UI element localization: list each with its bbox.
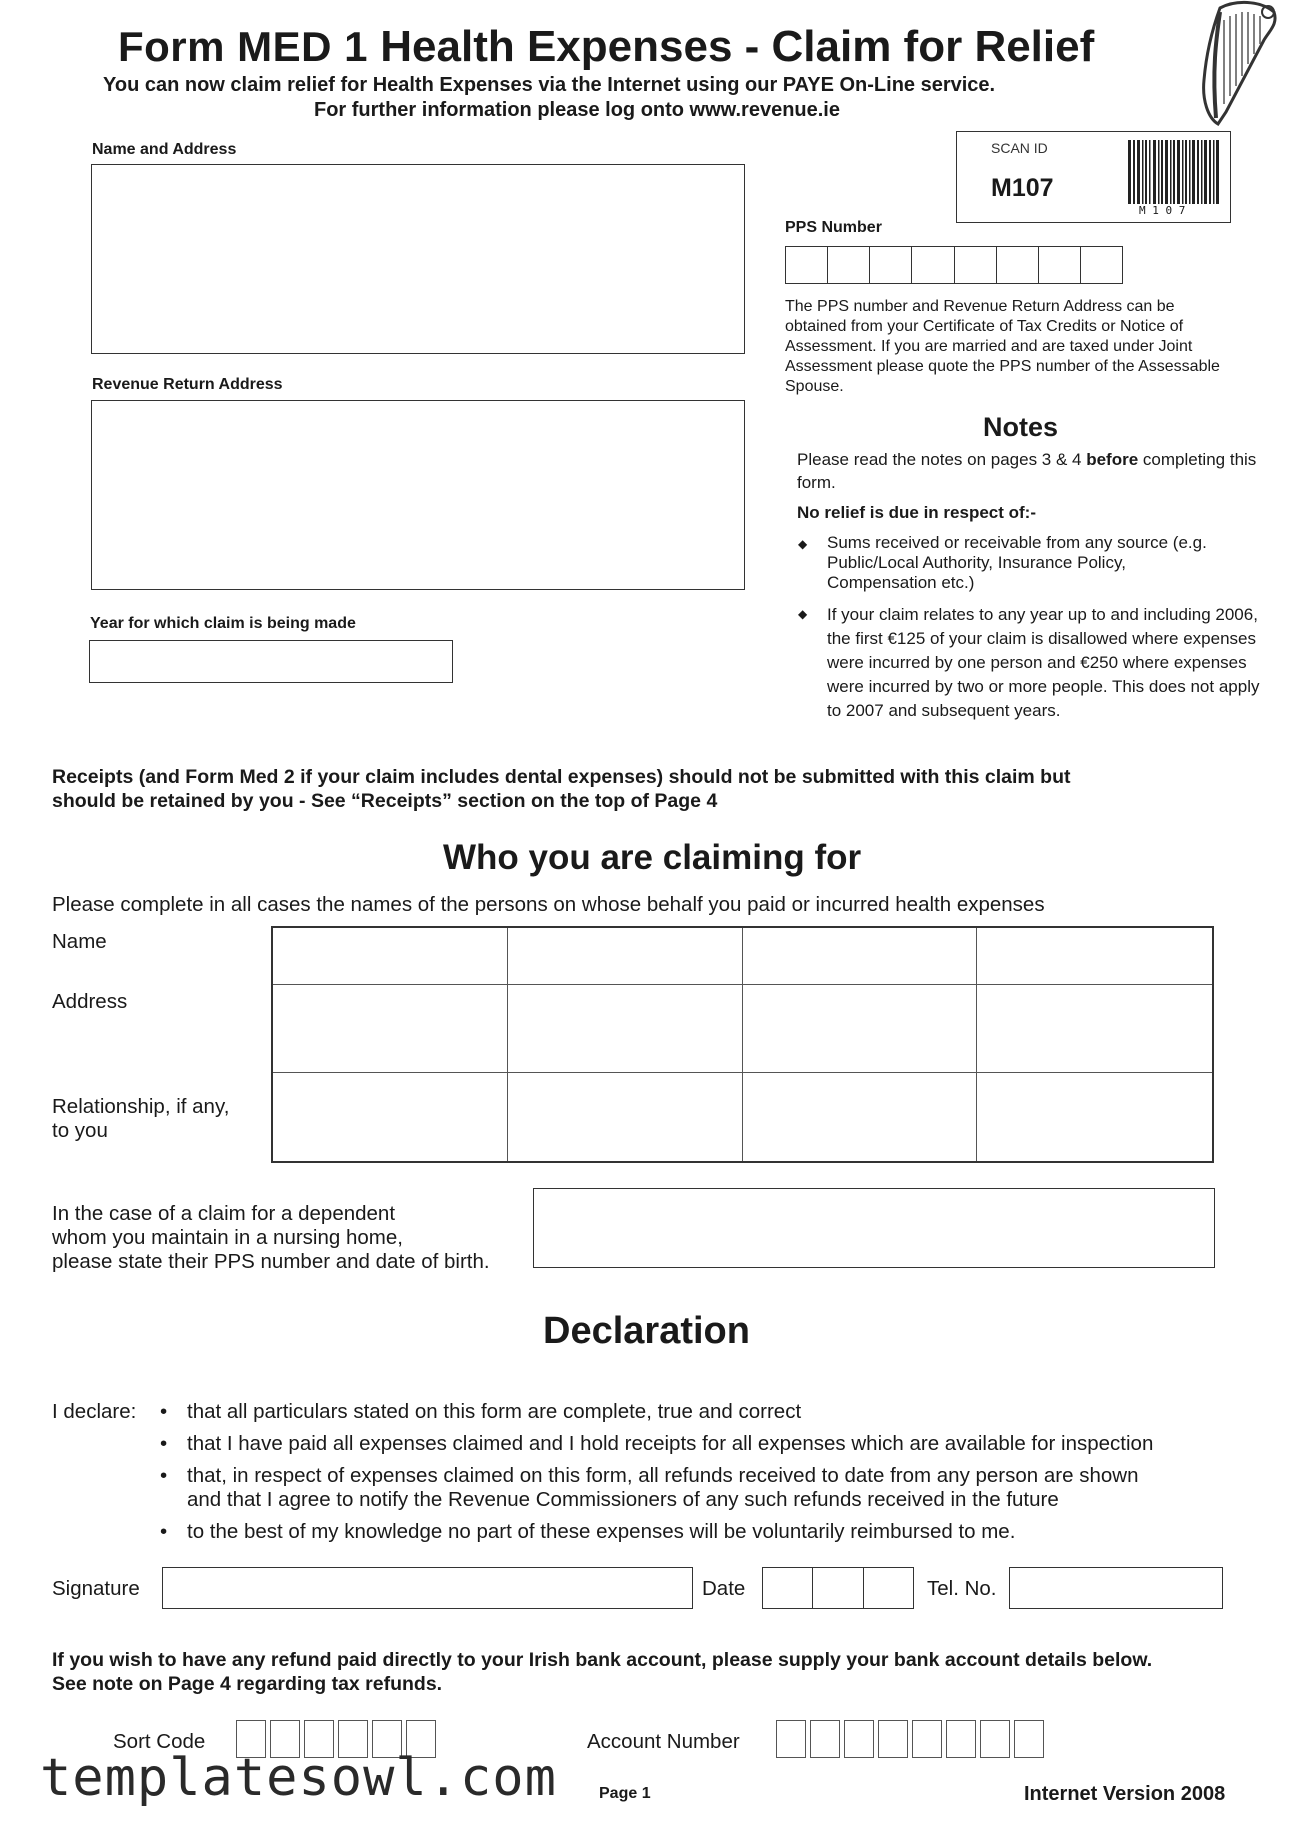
pps-number-field[interactable] (785, 246, 1123, 284)
no-relief-heading: No relief is due in respect of:- (797, 503, 1036, 522)
revenue-return-address-field[interactable] (91, 400, 745, 590)
claimant-relationship-cell[interactable] (508, 1073, 743, 1161)
barcode-icon (1128, 140, 1224, 204)
online-notice: You can now claim relief for Health Expenses via the Internet using our PAYE On-Line service. (103, 74, 996, 96)
account-number-field[interactable] (776, 1720, 1044, 1758)
bank-note-2: See note on Page 4 regarding tax refunds. (52, 1673, 443, 1695)
who-heading: Who you are claiming for (443, 838, 862, 877)
nursing-home-label-3: please state their PPS number and date of birth. (52, 1250, 490, 1273)
scan-code: M107 (991, 174, 1054, 202)
nursing-home-label-2: whom you maintain in a nursing home, (52, 1226, 403, 1249)
bullet-dot-icon: • (160, 1520, 168, 1543)
year-label: Year for which claim is being made (90, 615, 356, 632)
page-number: Page 1 (599, 1785, 651, 1802)
who-instruction: Please complete in all cases the names of the persons on whose behalf you paid or incurred health expenses (52, 893, 1045, 916)
tel-label: Tel. No. (927, 1577, 997, 1600)
claimant-name-cell[interactable] (273, 928, 508, 985)
notes-intro-a: Please read the notes on pages 3 & 4 (797, 450, 1087, 469)
signature-field[interactable] (162, 1567, 693, 1609)
declaration-item-4: to the best of my knowledge no part of these expenses will be voluntarily reimbursed to me. (187, 1520, 1016, 1543)
notes-intro-b: before (1086, 450, 1139, 469)
notes-intro-c: completing this form. (797, 450, 1257, 492)
bullet-diamond-icon: ◆ (798, 537, 808, 551)
scan-id-label: SCAN ID (991, 140, 1048, 156)
barcode-text: M 1 0 7 (1139, 204, 1186, 217)
claimant-relationship-cell[interactable] (977, 1073, 1212, 1161)
row-label-address: Address (52, 990, 128, 1013)
date-field[interactable] (762, 1567, 914, 1609)
claimant-relationship-cell[interactable] (743, 1073, 978, 1161)
pps-note: The PPS number and Revenue Return Address can be obtained from your Certificate of Tax Credits or Notice of Assessment. If you are married and are taxed under Joint Assessment please quote the PPS number of the Assessable Spouse. (785, 298, 1220, 395)
claimant-name-cell[interactable] (743, 928, 978, 985)
claimant-address-cell[interactable] (743, 985, 978, 1073)
row-label-relationship-1: Relationship, if any, (52, 1095, 230, 1118)
declaration-heading: Declaration (543, 1310, 750, 1352)
declaration-item-3-cont: and that I agree to notify the Revenue Commissioners of any such refunds received in the future (187, 1488, 1059, 1511)
telephone-field[interactable] (1009, 1567, 1223, 1609)
declaration-item-1: that all particulars stated on this form are complete, true and correct (187, 1400, 802, 1423)
bullet-dot-icon: • (160, 1432, 168, 1455)
claimant-name-cell[interactable] (508, 928, 743, 985)
receipts-note-2: should be retained by you - See “Receipts” section on the top of Page 4 (52, 790, 718, 812)
watermark: templatesowl.com (40, 1748, 557, 1808)
receipts-note-1: Receipts (and Form Med 2 if your claim includes dental expenses) should not be submitted with this claim but (52, 766, 1071, 788)
nursing-home-pps-dob-field[interactable] (533, 1188, 1215, 1268)
account-number-label: Account Number (587, 1730, 740, 1753)
nursing-home-label-1: In the case of a claim for a dependent (52, 1202, 396, 1225)
declare-lead: I declare: (52, 1400, 137, 1423)
row-label-relationship-2: to you (52, 1119, 108, 1142)
notes-intro (797, 448, 1257, 494)
claimant-name-cell[interactable] (977, 928, 1212, 985)
notes-heading: Notes (983, 412, 1059, 442)
claim-year-field[interactable] (89, 640, 453, 683)
signature-label: Signature (52, 1577, 140, 1600)
row-label-name: Name (52, 930, 107, 953)
website-notice: For further information please log onto www.revenue.ie (314, 99, 840, 121)
version-label: Internet Version 2008 (1024, 1783, 1226, 1805)
no-relief-item-1: Sums received or receivable from any source (e.g. Public/Local Authority, Insurance Policy, Compensation etc.) (827, 533, 1207, 592)
form-code: Form MED 1 (118, 23, 369, 70)
form-title-text: Health Expenses - Claim for Relief (380, 22, 1095, 71)
name-address-field[interactable] (91, 164, 745, 354)
declaration-item-2: that I have paid all expenses claimed and I hold receipts for all expenses which are available for inspection (187, 1432, 1154, 1455)
name-address-label: Name and Address (92, 141, 237, 158)
harp-emblem-icon (1190, 0, 1280, 130)
claimant-address-cell[interactable] (977, 985, 1212, 1073)
claimant-address-cell[interactable] (508, 985, 743, 1073)
bullet-diamond-icon: ◆ (798, 607, 808, 621)
declaration-item-3: that, in respect of expenses claimed on this form, all refunds received to date from any person are shown (187, 1464, 1139, 1487)
date-label: Date (702, 1577, 746, 1600)
claimant-address-cell[interactable] (273, 985, 508, 1073)
no-relief-item-2: If your claim relates to any year up to and including 2006, the first €125 of your claim is disallowed where expenses were incurred by one person and €250 where expenses were incurred by two or more people. This does not apply to 2007 and subsequent years. (827, 605, 1260, 720)
claimant-relationship-cell[interactable] (273, 1073, 508, 1161)
bullet-dot-icon: • (160, 1400, 168, 1423)
revenue-return-label: Revenue Return Address (92, 376, 283, 393)
sort-code-label: Sort Code (113, 1730, 206, 1753)
bullet-dot-icon: • (160, 1464, 168, 1487)
bank-note-1: If you wish to have any refund paid directly to your Irish bank account, please supply your bank account details below. (52, 1649, 1153, 1671)
claimants-grid (271, 926, 1214, 1163)
form-title (118, 22, 1094, 72)
pps-label: PPS Number (785, 219, 882, 236)
